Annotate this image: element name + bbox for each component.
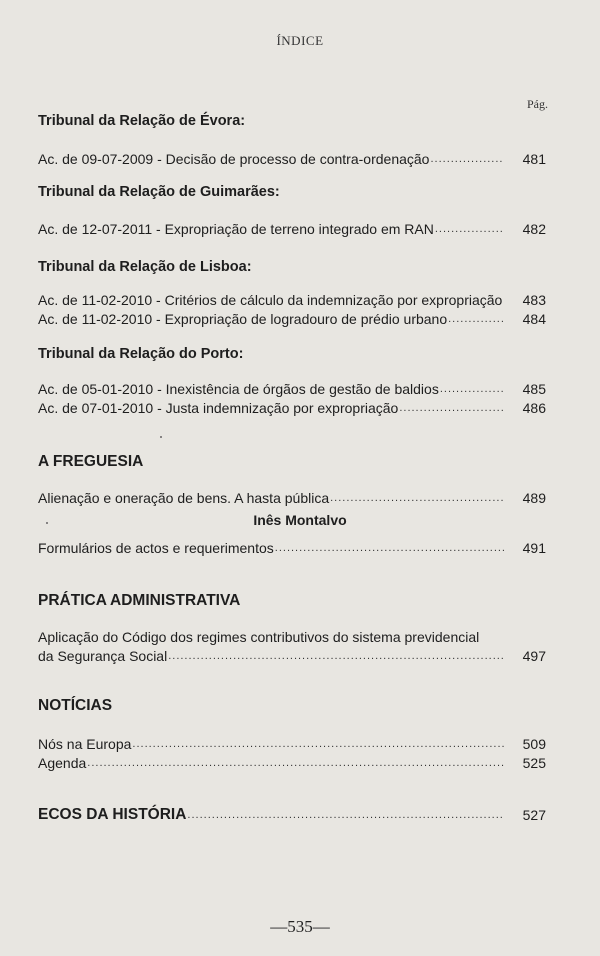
paper-speck — [160, 436, 162, 438]
leader-dots — [132, 735, 504, 754]
entry-page: 486 — [522, 400, 546, 416]
entry-title: Nós na Europa — [38, 736, 132, 752]
leader-dots — [168, 647, 504, 666]
section-title: ECOS DA HISTÓRIA — [38, 806, 187, 823]
toc-entry — [38, 399, 546, 418]
leader-dots — [448, 310, 504, 329]
leader-dots — [275, 539, 504, 558]
entry-author: Inês Montalvo — [253, 512, 347, 528]
section-heading: Tribunal da Relação de Lisboa: — [38, 259, 252, 275]
leader-dots — [187, 806, 504, 825]
section-lisboa — [38, 258, 546, 276]
toc-entry — [38, 291, 546, 310]
toc-entry — [38, 380, 546, 399]
entry-page: 525 — [522, 755, 546, 771]
entry-title-line-2: da Segurança Social — [38, 648, 168, 664]
entry-title: Ac. de 05-01-2010 - Inexistência de órgãos de gestão de baldios — [38, 381, 439, 397]
toc-entry — [38, 628, 546, 666]
section-freguesia — [38, 452, 546, 472]
running-head: ÍNDICE — [276, 33, 324, 48]
entry-page: 527 — [522, 807, 546, 823]
entry-title: Ac. de 07-01-2010 - Justa indemnização por expropriação — [38, 400, 399, 416]
section-heading: Tribunal da Relação do Porto: — [38, 346, 244, 362]
section-pratica — [38, 591, 546, 611]
toc-entry — [38, 489, 546, 508]
section-heading: Tribunal da Relação de Évora: — [38, 113, 246, 129]
leader-dots — [330, 489, 504, 508]
entry-title: Ac. de 09-07-2009 - Decisão de processo de contra-ordenação — [38, 151, 430, 167]
entry-title: Formulários de actos e requerimentos — [38, 540, 274, 556]
section-noticias — [38, 696, 546, 716]
entry-page: 485 — [522, 381, 546, 397]
toc-entry — [38, 150, 546, 169]
section-guimaraes — [38, 183, 546, 201]
leader-dots — [440, 380, 504, 399]
leader-dots — [430, 150, 504, 169]
entry-title-line-1: Aplicação do Código dos regimes contributivos do sistema previdencial — [38, 629, 480, 645]
section-heading: Tribunal da Relação de Guimarães: — [38, 184, 280, 200]
toc-entry — [38, 220, 546, 239]
entry-page: 489 — [522, 490, 546, 506]
entry-page: 497 — [522, 648, 546, 664]
toc-entry — [38, 539, 546, 558]
entry-title: Ac. de 12-07-2011 - Expropriação de terreno integrado em RAN — [38, 221, 434, 237]
entry-title: Agenda — [38, 755, 87, 771]
entry-title: Ac. de 11-02-2010 - Expropriação de logradouro de prédio urbano — [38, 311, 448, 327]
toc-entry — [38, 310, 546, 329]
section-title: PRÁTICA ADMINISTRATIVA — [38, 592, 241, 609]
entry-page: 491 — [522, 540, 546, 556]
leader-dots — [399, 399, 504, 418]
page-column-label: Pág. — [527, 97, 548, 111]
page-number: —535— — [270, 917, 330, 936]
section-porto — [38, 345, 546, 363]
entry-page: 484 — [522, 311, 546, 327]
entry-page: 481 — [522, 151, 546, 167]
section-title: NOTÍCIAS — [38, 697, 113, 714]
leader-dots — [87, 754, 504, 773]
entry-title: Ac. de 11-02-2010 - Critérios de cálculo da indemnização por expropriação — [38, 292, 503, 308]
section-ecos — [38, 805, 546, 825]
entry-page: 483 — [522, 292, 546, 308]
section-title: A FREGUESIA — [38, 453, 144, 470]
entry-title: Alienação e oneração de bens. A hasta pública — [38, 490, 330, 506]
entry-page: 509 — [522, 736, 546, 752]
entry-page: 482 — [522, 221, 546, 237]
toc-entry — [38, 735, 546, 754]
toc-entry — [38, 754, 546, 773]
leader-dots — [435, 220, 504, 239]
section-evora — [38, 112, 546, 130]
